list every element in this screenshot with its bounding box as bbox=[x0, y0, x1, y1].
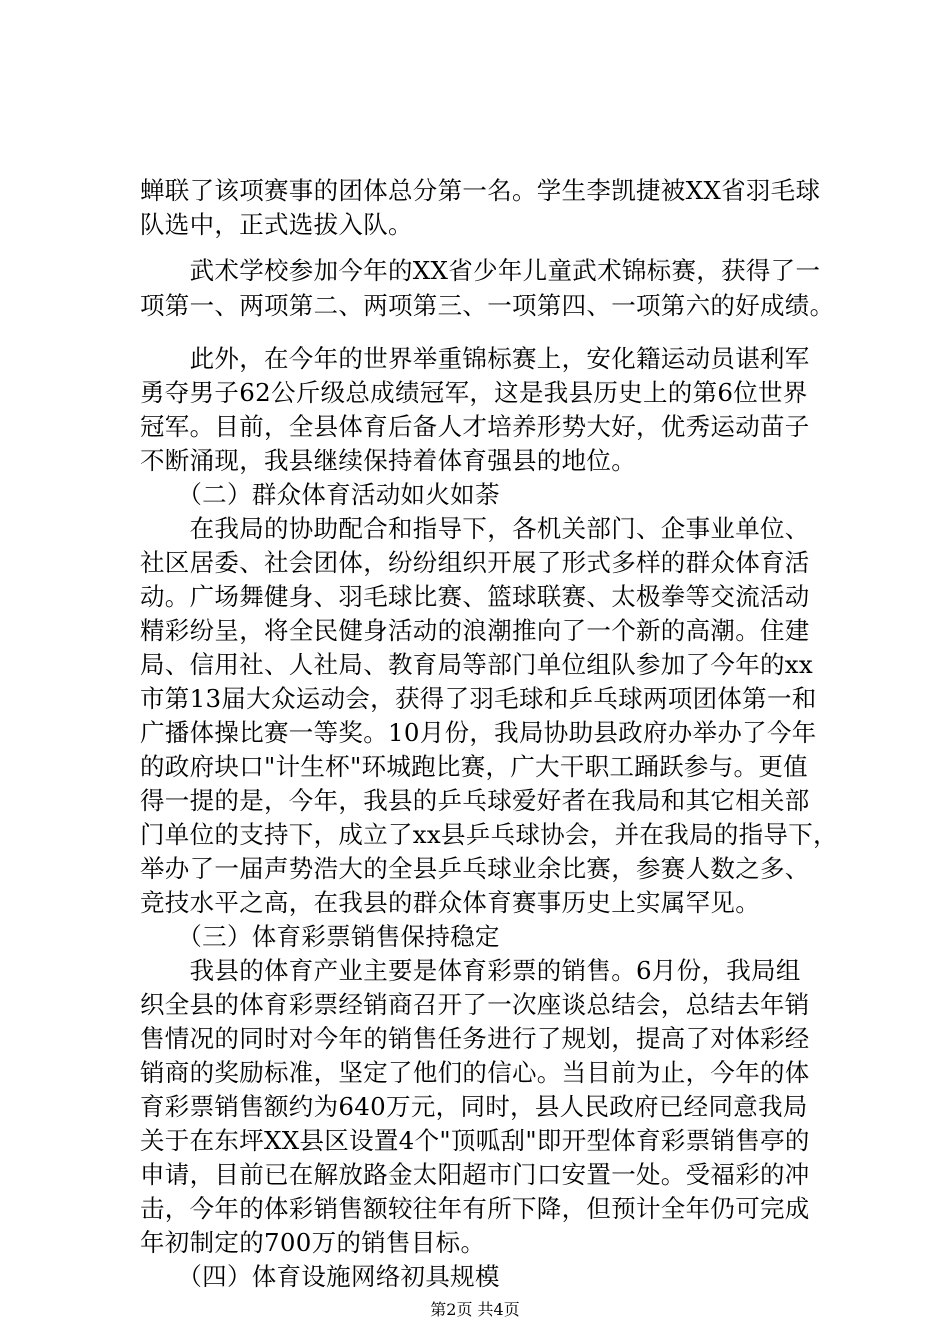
section-heading: （三）体育彩票销售保持稳定 bbox=[140, 922, 500, 951]
text-line: 蝉联了该项赛事的团体总分第一名。学生李凯捷被XX省羽毛球 bbox=[140, 176, 821, 205]
text-line: 织全县的体育彩票经销商召开了一次座谈总结会，总结去年销 bbox=[140, 990, 810, 1019]
text-line: 竞技水平之高，在我县的群众体育赛事历史上实属罕见。 bbox=[140, 888, 760, 917]
text-line: 关于在东坪XX县区设置4个"顶呱刮"即开型体育彩票销售亭的 bbox=[140, 1126, 810, 1155]
text-line: 队选中，正式选拔入队。 bbox=[140, 210, 413, 239]
text-line: 不断涌现，我县继续保持着体育强县的地位。 bbox=[140, 446, 636, 475]
text-line: 门单位的支持下，成立了xx县乒乓球协会，并在我局的指导下， bbox=[140, 820, 838, 849]
text-line: 精彩纷呈，将全民健身活动的浪潮推向了一个新的高潮。住建 bbox=[140, 616, 810, 645]
text-line: 年初制定的700万的销售目标。 bbox=[140, 1228, 486, 1257]
text-line: 击，今年的体彩销售额较往年有所下降，但预计全年仍可完成 bbox=[140, 1194, 810, 1223]
section-heading: （四）体育设施网络初具规模 bbox=[140, 1262, 500, 1291]
text-line: 勇夺男子62公斤级总成绩冠军，这是我县历史上的第6位世界 bbox=[140, 378, 808, 407]
text-line: 冠军。目前，全县体育后备人才培养形势大好，优秀运动苗子 bbox=[140, 412, 810, 441]
text-line: 售情况的同时对今年的销售任务进行了规划，提高了对体彩经 bbox=[140, 1024, 810, 1053]
text-line: 得一提的是，今年，我县的乒乓球爱好者在我局和其它相关部 bbox=[140, 786, 810, 815]
text-line: 广播体操比赛一等奖。10月份，我局协助县政府办举办了今年 bbox=[140, 718, 817, 747]
text-line: 在我局的协助配合和指导下，各机关部门、企事业单位、 bbox=[140, 514, 810, 543]
text-line: 社区居委、社会团体，纷纷组织开展了形式多样的群众体育活 bbox=[140, 548, 810, 577]
text-line: 我县的体育产业主要是体育彩票的销售。6月份，我局组 bbox=[140, 956, 801, 985]
text-line: 销商的奖励标准，坚定了他们的信心。当目前为止，今年的体 bbox=[140, 1058, 810, 1087]
text-line: 项第一、两项第二、两项第三、一项第四、一项第六的好成绩。 bbox=[140, 291, 835, 320]
text-line: 武术学校参加今年的XX省少年儿童武术锦标赛，获得了一 bbox=[140, 256, 821, 285]
text-line: 举办了一届声势浩大的全县乒乓球业余比赛，参赛人数之多、 bbox=[140, 854, 810, 883]
page-footer: 第2页 共4页 bbox=[430, 1300, 520, 1319]
text-line: 市第13届大众运动会，获得了羽毛球和乒乓球两项团体第一和 bbox=[140, 684, 817, 713]
text-line: 局、信用社、人社局、教育局等部门单位组队参加了今年的xx bbox=[140, 650, 814, 679]
text-line: 育彩票销售额约为640万元，同时，县人民政府已经同意我局 bbox=[140, 1092, 808, 1121]
text-line: 的政府块口"计生杯"环城跑比赛，广大干职工踊跃参与。更值 bbox=[140, 752, 808, 781]
text-line: 动。广场舞健身、羽毛球比赛、篮球联赛、太极拳等交流活动 bbox=[140, 582, 810, 611]
section-heading: （二）群众体育活动如火如荼 bbox=[140, 480, 500, 509]
text-line: 申请，目前已在解放路金太阳超市门口安置一处。受福彩的冲 bbox=[140, 1160, 810, 1189]
text-line: 此外，在今年的世界举重锦标赛上，安化籍运动员谌利军 bbox=[140, 344, 810, 373]
